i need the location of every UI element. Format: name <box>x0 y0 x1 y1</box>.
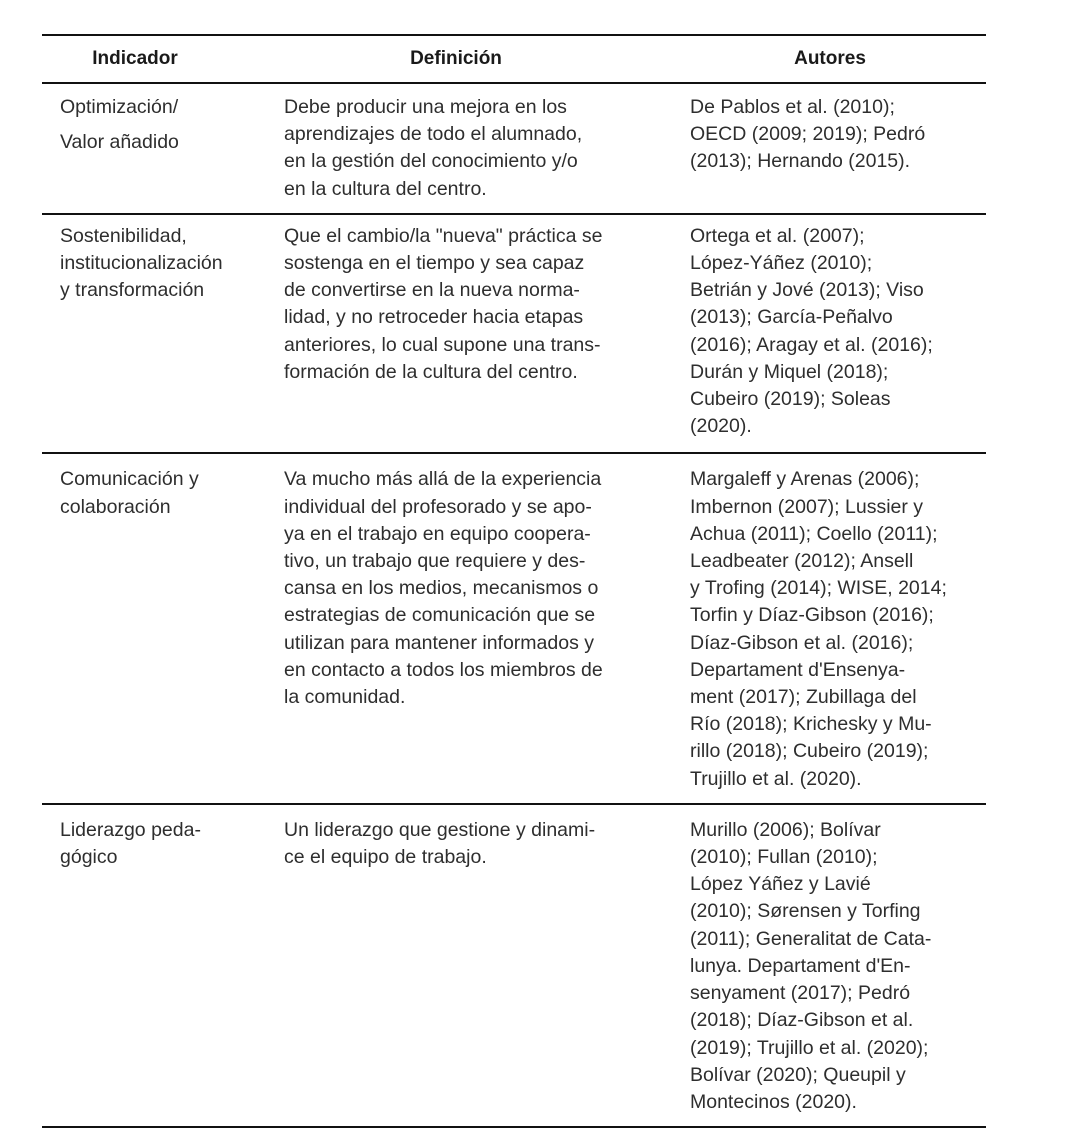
indicator-cell: Liderazgo peda- gógico <box>60 818 201 869</box>
table-row <box>42 453 986 803</box>
definition-cell: Que el cambio/la "nueva" práctica se sostenga en el tiempo y sea capaz de convertirse en la nueva norma- lidad, y no retroceder hacia etapas anteriores, lo cual supone una trans- formación de la cultura del centro. <box>284 224 603 383</box>
indicator-cell: Sostenibilidad, institucionalización y transformación <box>60 224 223 302</box>
indicators-table-container <box>42 34 986 1128</box>
table-row <box>42 804 986 1127</box>
authors-cell: Murillo (2006); Bolívar (2010); Fullan (2010); López Yáñez y Lavié (2010); Sørensen y Torfing (2011); Generalitat de Cata- lunya. Departament d'En- senyament (2017); Pedró (2018); Díaz-Gibson et al. (2019); Trujillo et al. (2020); Bolívar (2020); Queupil y Montecinos (2020). <box>690 818 932 1113</box>
indicators-table <box>42 34 986 1128</box>
authors-cell: Margaleff y Arenas (2006); Imbernon (2007); Lussier y Achua (2011); Coello (2011); Leadbeater (2012); Ansell y Trofing (2014); WISE, 2014; Torfin y Díaz-Gibson (2016); Díaz-Gibson et al. (2016); Departament d'Ensenya- ment (2017); Zubillaga del Río (2018); Krichesky y Mu- rillo (2018); Cubeiro (2019); Trujillo et al. (2020). <box>690 468 947 790</box>
header-authors: Autores <box>794 48 866 69</box>
header-definition: Definición <box>410 48 502 69</box>
indicator-cell: Optimización/ Valor añadido <box>60 96 179 153</box>
header-indicator: Indicador <box>92 48 178 69</box>
definition-cell: Un liderazgo que gestione y dinami- ce el equipo de trabajo. <box>284 818 596 869</box>
table-header-row <box>42 35 986 83</box>
authors-cell: Ortega et al. (2007); López-Yáñez (2010); Betrián y Jové (2013); Viso (2013); García-Peñalvo (2016); Aragay et al. (2016); Durán y Miquel (2018); Cubeiro (2019); Soleas (2020). <box>690 224 933 438</box>
table-row <box>42 214 986 454</box>
definition-cell: Va mucho más allá de la experiencia individual del profesorado y se apo- ya en el trabajo en equipo coopera- tivo, un trabajo que requiere y des- cansa en los medios, mecanismos o estrategias de comunicación que se utilizan para mantener informados y en contacto a todos los miembros de la comunidad. <box>284 468 603 709</box>
table-row <box>42 83 986 214</box>
authors-cell: De Pablos et al. (2010); OECD (2009; 2019); Pedró (2013); Hernando (2015). <box>690 96 926 173</box>
definition-cell: Debe producir una mejora en los aprendizajes de todo el alumnado, en la gestión del conocimiento y/o en la cultura del centro. <box>284 96 583 200</box>
indicator-cell: Comunicación y colaboración <box>60 468 199 518</box>
